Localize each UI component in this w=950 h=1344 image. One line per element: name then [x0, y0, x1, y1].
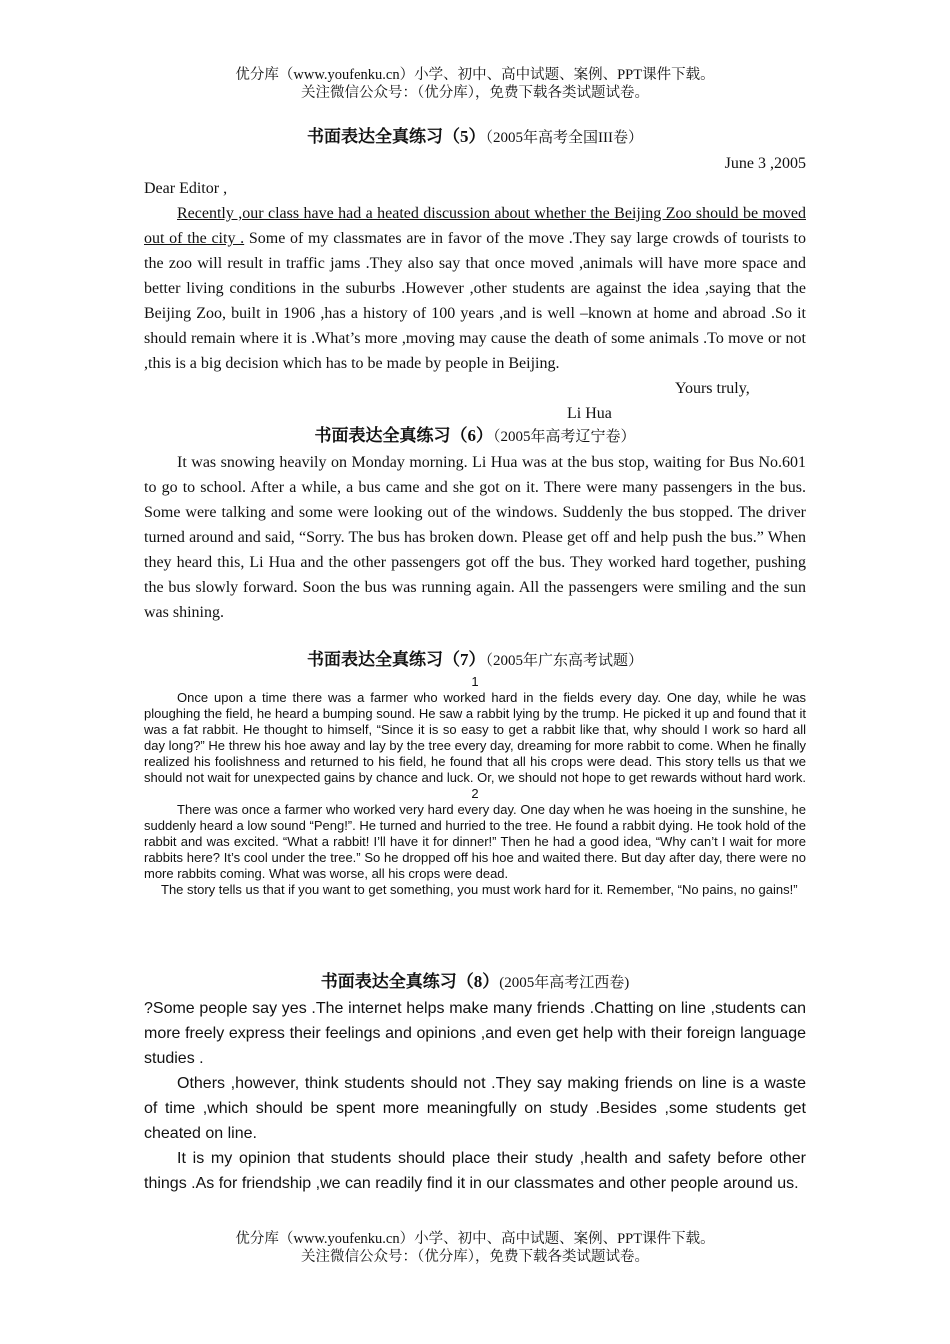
section-7-heading: 书面表达全真练习（7） [306, 650, 486, 669]
letter-underlined-sentence: Recently ,our class have had a heated discussion about whether the Beijing Zoo should be moved out of the city . [144, 205, 806, 247]
section-8-para-1: ?Some people say yes .The internet helps make many friends .Chatting on line ,students can more freely express their feelings and opinions ,and even get help with their foreign language studies . [144, 1000, 806, 1067]
page-footer [0, 1230, 950, 1266]
section-8-heading: 书面表达全真练习（8） [320, 972, 500, 991]
section-6-body: It was snowing heavily on Monday morning. Li Hua was at the bus stop, waiting for Bus No.601 to go to school. After a while, a bus came and she got on it. There were many passengers in the bus. Some were talking and some were looking out of the windows. Suddenly the bus stopped. The driver turned around and said, “Sorry. The bus has broken down. Please get off and help push the bus.” When they heard this, Li Hua and the other passengers got off the bus. They worked hard together, pushing the bus slowly forward. Soon the bus was running again. All the passengers were smiling and the sun was shining. [144, 454, 806, 621]
page-header [0, 66, 950, 102]
section-8-subtitle: (2005年高考江西卷) [499, 975, 630, 991]
section-8-para-2: Others ,however, think students should not .They say making friends on line is a waste of time ,which should be spent more meaningfully on study .Besides ,some students get cheated on line. [144, 1075, 806, 1142]
section-5-subtitle: （2005年高考全国III卷） [485, 130, 643, 146]
section-5-title [144, 124, 806, 151]
story-2-moral: The story tells us that if you want to get something, you must work hard for it. Remember, “No pains, no gains!” [161, 882, 798, 897]
story-1: Once upon a time there was a farmer who worked hard in the fields every day. One day, while he was ploughing the field, he heard a bumping sound. He saw a rabbit lying by the trump. He picked it up and found that it was a fat rabbit. He thought to himself, “Since it is so easy to get a rabbit like that, why should I work so hard all day long?” He threw his hoe away and lay by the tree every day, dreaming for more rabbit to come. When he finally realized his foolishness and returned to his field, he found that all his crops were dead. This story tells us that we should not wait for unexpected gains by chance and luck. Or, we should not hope to get rewards without hard work. [144, 690, 806, 785]
letter-date: June 3 ,2005 [724, 155, 806, 172]
header-line-2: 关注微信公众号：（优分库），免费下载各类试题试卷。 [301, 85, 649, 101]
section-6-subtitle: （2005年高考辽宁卷） [492, 429, 636, 445]
section-7-title [144, 647, 806, 674]
letter-greeting: Dear Editor , [144, 180, 228, 197]
letter-body [144, 201, 806, 376]
footer-line-2: 关注微信公众号：（优分库），免费下载各类试题试卷。 [301, 1249, 649, 1265]
section-6 [144, 423, 806, 625]
letter-closing: Yours truly, [675, 380, 750, 397]
story-number-2: 2 [471, 786, 479, 801]
story-number-1: 1 [471, 674, 479, 689]
letter-body-text: Some of my classmates are in favor of the move .They say large crowds of tourists to the zoo will result in traffic jams .They also say that once moved ,animals will have more space and better living conditions in the suburbs .However ,other students are against the idea ,saying that the Beijing Zoo, built in 1906 ,has a history of 100 years ,and is well –known at home and abroad .So it should remain where it is .What’s more ,moving may cause the death of some animals .To move or not ,this is a big decision which has to be made by people in Beijing. [144, 230, 806, 372]
section-8-title [144, 969, 806, 996]
letter-signature: Li Hua [567, 405, 612, 422]
section-7 [144, 647, 806, 898]
section-7-subtitle: （2005年广东高考试题） [485, 653, 643, 669]
section-8-para-3: It is my opinion that students should place their study ,health and safety before other things .As for friendship ,we can readily find it in our classmates and other people around us. [144, 1150, 806, 1192]
story-2: There was once a farmer who worked very hard every day. One day when he was hoeing in the sunshine, he suddenly heard a low sound “Peng!”. He turned and hurried to the tree. He found a rabbit dying. He took hold of the rabbit and was excited. “What a rabbit! I’ll have it for dinner!” Then he had a good idea, “Why can’t I wait for more rabbits here? It’s cool under the tree.” So he dropped off his hoe and waited there. But day after day, there were no more rabbits coming. What was worse, all his crops were dead. [144, 802, 806, 881]
header-line-1: 优分库（www.youfenku.cn）小学、初中、高中试题、案例、PPT课件下载。 [235, 67, 715, 83]
section-8 [144, 969, 806, 1196]
section-5 [144, 124, 806, 426]
section-5-heading: 书面表达全真练习（5） [307, 127, 486, 146]
section-6-heading: 书面表达全真练习（6） [314, 426, 493, 445]
footer-line-1: 优分库（www.youfenku.cn）小学、初中、高中试题、案例、PPT课件下载。 [235, 1231, 715, 1247]
section-6-title [144, 423, 806, 450]
